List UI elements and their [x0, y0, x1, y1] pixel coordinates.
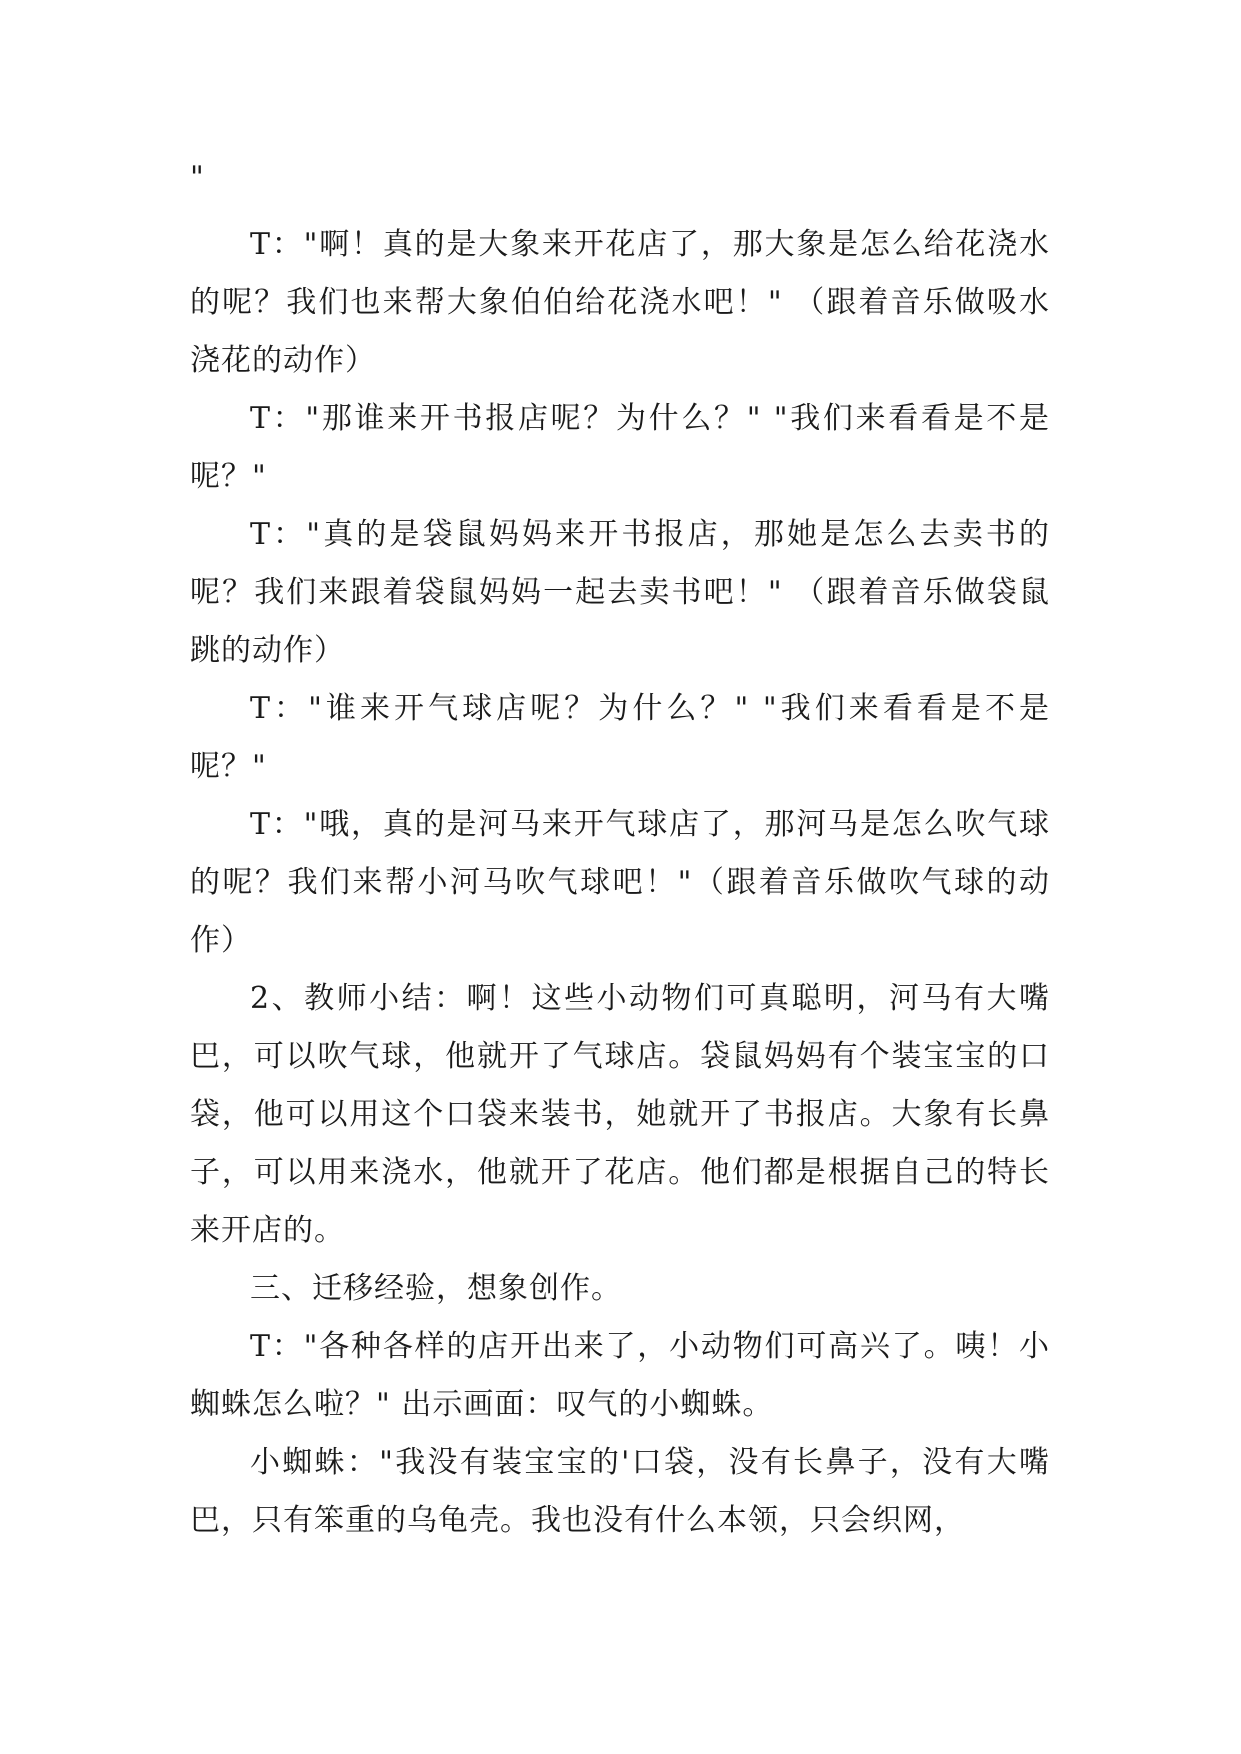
paragraph-elephant-flower-shop: T："啊！真的是大象来开花店了，那大象是怎么给花浇水的呢？我们也来帮大象伯伯给花浇水吧！" （跟着音乐做吸水浇花的动作） — [190, 227, 1050, 378]
paragraph-quote-mark: " — [190, 160, 205, 195]
paragraph-kangaroo-bookstore: T："真的是袋鼠妈妈来开书报店，那她是怎么去卖书的呢？我们来跟着袋鼠妈妈一起去卖书吧！" （跟着音乐做袋鼠跳的动作） — [190, 517, 1050, 668]
paragraph-little-spider-speech: 小蜘蛛："我没有装宝宝的'口袋，没有长鼻子，没有大嘴巴，只有笨重的乌龟壳。我也没有什么本领，只会织网， — [190, 1445, 1050, 1538]
document-body — [190, 158, 1050, 1550]
paragraph-who-opens-balloon-shop: T："谁来开气球店呢？为什么？" "我们来看看是不是呢？" — [190, 691, 1050, 784]
section-heading-transfer-experience: 三、迁移经验，想象创作。 — [250, 1271, 622, 1306]
paragraph-hippo-balloon-shop: T："哦，真的是河马来开气球店了，那河马是怎么吹气球的呢？我们来帮小河马吹气球吧！"（跟着音乐做吹气球的动作） — [190, 807, 1050, 958]
paragraph-teacher-summary: 2、教师小结：啊！这些小动物们可真聪明，河马有大嘴巴，可以吹气球，他就开了气球店。袋鼠妈妈有个装宝宝的口袋，他可以用这个口袋来装书，她就开了书报店。大象有长鼻子，可以用来浇水，他就开了花店。他们都是根据自己的特长来开店的。 — [190, 981, 1050, 1248]
paragraph-who-opens-bookstore: T："那谁来开书报店呢？为什么？" "我们来看看是不是呢？" — [190, 401, 1050, 494]
paragraph-little-spider-intro: T："各种各样的店开出来了，小动物们可高兴了。咦！小蜘蛛怎么啦？" 出示画面：叹气的小蜘蛛。 — [190, 1329, 1050, 1422]
